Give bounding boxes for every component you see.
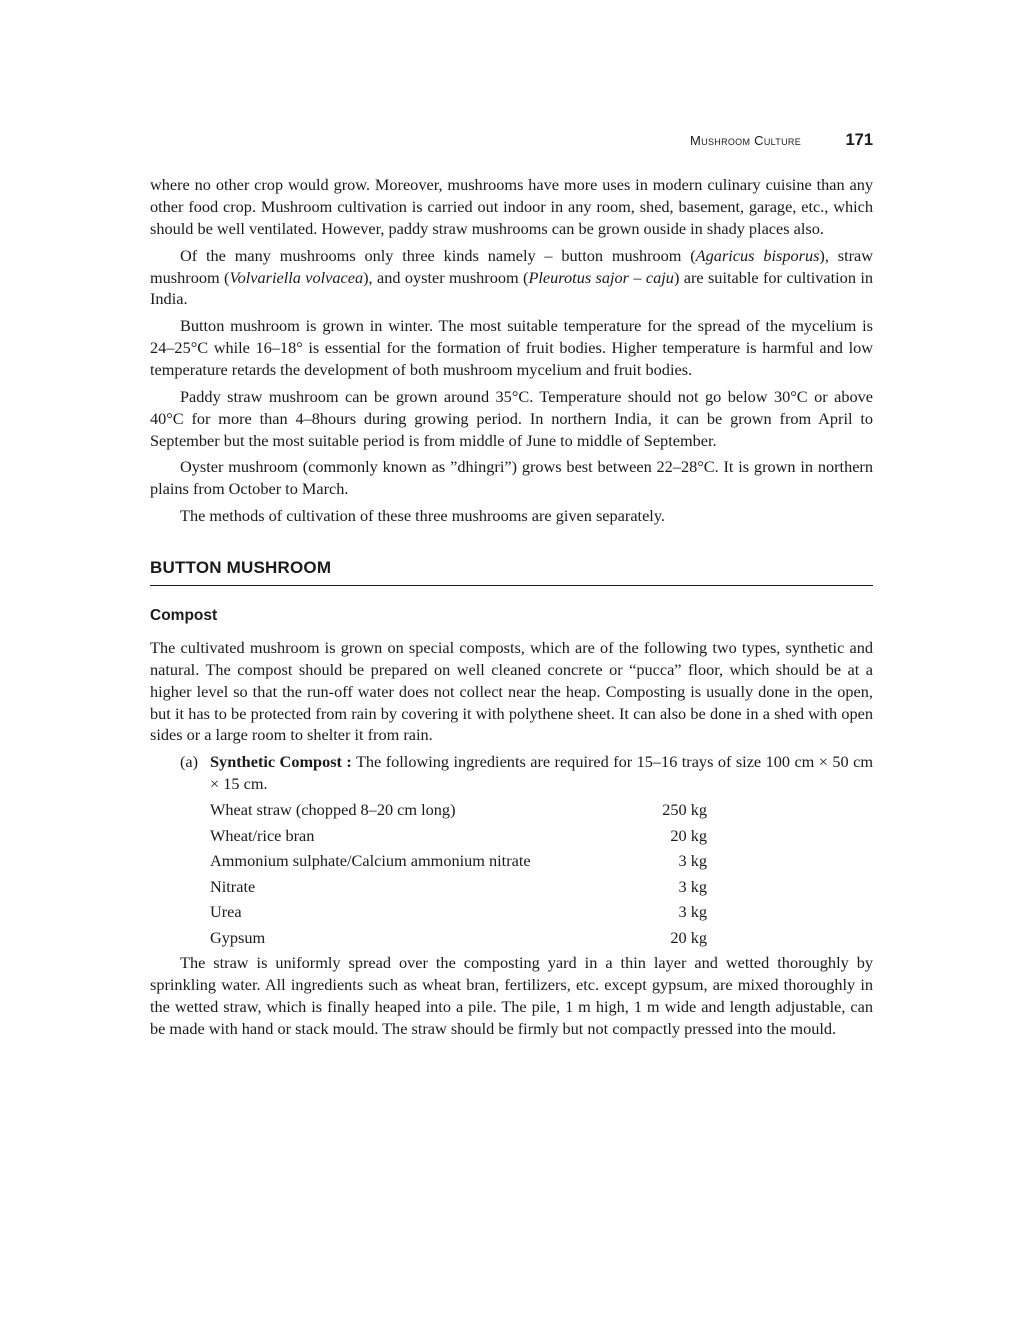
section-heading: BUTTON MUSHROOM [150, 557, 873, 586]
table-row [210, 927, 707, 953]
ingredient-amount: 3 kg [678, 851, 707, 871]
paragraph-text: ), and oyster mushroom ( [363, 267, 529, 287]
paragraph [150, 245, 873, 311]
paragraph [150, 637, 873, 747]
ingredients-table [210, 799, 707, 952]
paragraph-text: The methods of cultivation of these three mushrooms are given separately. [180, 506, 665, 526]
running-title: Mushroom Culture [690, 133, 802, 148]
paragraph-text: Of the many mushrooms only three kinds namely – button mushroom ( [180, 245, 696, 265]
table-row [210, 850, 707, 876]
running-header [150, 131, 873, 150]
paragraph-text: Paddy straw mushroom can be grown around 35°C. Temperature should not go below 30°C or above 40°C for more than 4–8hours during growing period. In northern India, it can be grown from April to September but the most suitable period is from middle of June to middle of September. [150, 386, 873, 450]
ingredient-amount: 3 kg [678, 876, 707, 896]
paragraph [150, 505, 873, 527]
ingredient-amount: 250 kg [662, 800, 707, 820]
ingredient-name: Nitrate [210, 876, 256, 896]
paragraph-text: The straw is uniformly spread over the composting yard in a thin layer and wetted thoroughly by sprinkling water. All ingredients such as wheat bran, fertilizers, etc. except gypsum, are mixed thoroughly in the wetted straw, which is finally heaped into a pile. The pile, 1 m high, 1 m wide and length adjustable, can be made with hand or stack mould. The straw should be firmly but not compactly pressed into the mould. [150, 953, 873, 1038]
ingredient-amount: 20 kg [670, 825, 707, 845]
ingredient-name: Urea [210, 902, 242, 922]
ingredient-amount: 3 kg [678, 902, 707, 922]
paragraph-text: where no other crop would grow. Moreover, mushrooms have more uses in modern culinary cuisine than any other food crop. Mushroom cultivation is carried out indoor in any room, shed, basement, garage, etc., which should be well ventilated. However, paddy straw mushrooms can be grown ouside in shady places also. [150, 175, 873, 238]
paragraph [150, 174, 873, 240]
species-name: Agaricus bisporus [695, 245, 820, 265]
ingredient-name: Ammonium sulphate/Calcium ammonium nitrate [210, 851, 531, 871]
list-item-label: Synthetic Compost : [210, 752, 352, 772]
species-name: Volvariella volvacea [229, 267, 364, 287]
paragraph [150, 386, 873, 452]
ingredient-name: Wheat/rice bran [210, 825, 315, 845]
page-body [150, 174, 873, 1045]
paragraph [150, 952, 873, 1040]
paragraph-text: ), straw mushroom ( [150, 245, 873, 287]
list-item-synthetic-compost [150, 751, 873, 795]
paragraph [150, 315, 873, 381]
paragraph-text: Oyster mushroom (commonly known as ”dhingri”) grows best between 22–28°C. It is grown in northern plains from October to March. [150, 457, 873, 499]
table-row [210, 799, 707, 825]
ingredient-name: Gypsum [210, 927, 266, 947]
page-number: 171 [845, 131, 873, 149]
table-row [210, 901, 707, 927]
paragraph-text: Button mushroom is grown in winter. The most suitable temperature for the spread of the mycelium is 24–25°C while 16–18° is essential for the formation of fruit bodies. Higher temperature is harmful and low temperature retards the development of both mushroom mycelium and fruit bodies. [150, 316, 873, 380]
ingredient-name: Wheat straw (chopped 8–20 cm long) [210, 800, 456, 820]
subsection-heading: Compost [150, 606, 218, 624]
paragraph [150, 456, 873, 500]
list-marker: (a) [180, 752, 199, 772]
species-name: Pleurotus sajor – caju [528, 267, 674, 287]
table-row [210, 876, 707, 902]
ingredient-amount: 20 kg [670, 927, 707, 947]
paragraph-text: The cultivated mushroom is grown on special composts, which are of the following two types, synthetic and natural. The compost should be prepared on well cleaned concrete or “pucca” floor, which should be at a higher level so that the run-off water does not collect near the heap. Composting is usually done in the open, but it has to be protected from rain by covering it with polythene sheet. It can also be done in a shed with open sides or a large room to shelter it from rain. [150, 637, 873, 745]
paragraph-text: ) are suitable for cultivation in India. [150, 267, 874, 309]
table-row [210, 825, 707, 851]
list-item-text: The following ingredients are required for 15–16 trays of size 100 cm × 50 cm × 15 cm. [210, 752, 873, 794]
